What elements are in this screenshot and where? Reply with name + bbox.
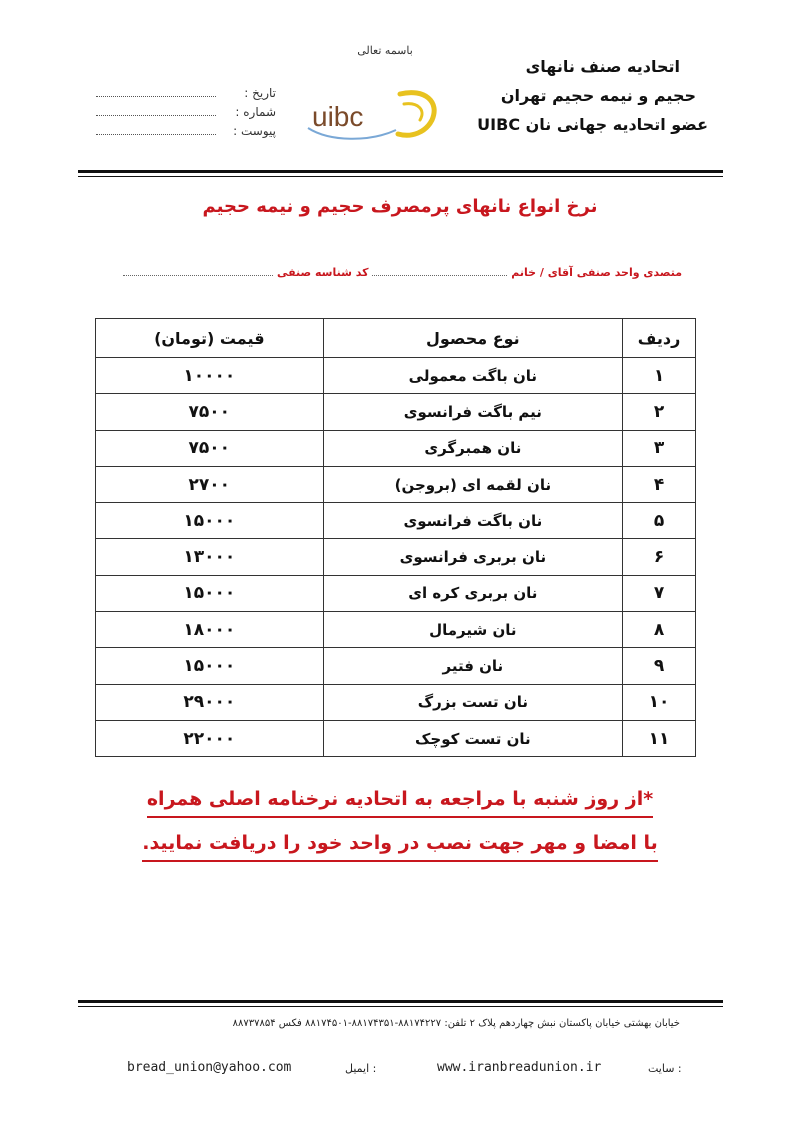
row-number: ۲ — [623, 394, 696, 430]
product-name: نان فتیر — [323, 648, 622, 684]
table-row — [96, 612, 696, 648]
address-line: خیابان بهشتی خیابان پاکستان نبش چهاردهم پلاک ۲ تلفن: ۸۸۱۷۴۲۲۷-۸۸۱۷۴۳۵۱-۸۸۱۷۴۵۰۱ فکس ۸۸۷۳۷۸۵۴ — [232, 1018, 680, 1029]
table-row — [96, 503, 696, 539]
union-line-3: عضو اتحادیه جهانی نان UIBC — [477, 115, 708, 134]
product-name: نان شیرمال — [323, 612, 622, 648]
product-name: نان باگت معمولی — [323, 358, 622, 394]
price: ۱۵۰۰۰ — [96, 503, 324, 539]
union-name-block — [468, 52, 708, 139]
footer-rule-thin — [78, 1006, 723, 1007]
attachment-dotted-line — [96, 123, 216, 135]
number-dotted-line — [96, 104, 216, 116]
website-label: سایت : — [648, 1062, 682, 1075]
col-header-price: قیمت (تومان) — [96, 319, 324, 358]
row-number: ۱ — [623, 358, 696, 394]
price-table — [95, 318, 696, 757]
price: ۱۵۰۰۰ — [96, 575, 324, 611]
email-value[interactable]: bread_union@yahoo.com — [127, 1060, 292, 1075]
responsible-label: متصدی واحد صنفی آقای / خانم — [511, 266, 682, 279]
uibc-logo-text: uibc — [312, 101, 364, 132]
row-number: ۱۰ — [623, 684, 696, 720]
union-line-1: اتحادیه صنف نانهای — [525, 57, 680, 76]
row-number: ۱۱ — [623, 720, 696, 756]
attachment-field — [96, 122, 276, 141]
row-number: ۵ — [623, 503, 696, 539]
email-label: ایمیل : — [345, 1062, 377, 1075]
responsible-line — [123, 266, 682, 279]
price: ۱۸۰۰۰ — [96, 612, 324, 648]
table-row — [96, 466, 696, 502]
attachment-label: پیوست : — [233, 124, 276, 138]
product-name: نان بربری فرانسوی — [323, 539, 622, 575]
price: ۱۰۰۰۰ — [96, 358, 324, 394]
notice-line-1: *از روز شنبه با مراجعه به اتحادیه نرخنامه اصلی همراه — [147, 788, 653, 818]
table-row — [96, 648, 696, 684]
product-name: نان همبرگری — [323, 430, 622, 466]
table-row — [96, 358, 696, 394]
date-label: تاریخ : — [244, 86, 276, 100]
row-number: ۶ — [623, 539, 696, 575]
product-name: نیم باگت فرانسوی — [323, 394, 622, 430]
uibc-logo — [300, 80, 450, 150]
bismillah: باسمه تعالی — [357, 44, 413, 57]
number-label: شماره : — [235, 105, 276, 119]
product-name: نان لقمه ای (بروجن) — [323, 466, 622, 502]
date-field — [96, 84, 276, 103]
responsible-dotted-line — [372, 267, 507, 276]
row-number: ۴ — [623, 466, 696, 502]
price: ۱۵۰۰۰ — [96, 648, 324, 684]
header-rule-thick — [78, 170, 723, 173]
product-name: نان باگت فرانسوی — [323, 503, 622, 539]
guild-code-label: کد شناسه صنفی — [277, 266, 369, 279]
table-row — [96, 575, 696, 611]
product-name: نان تست کوچک — [323, 720, 622, 756]
website-value[interactable]: www.iranbreadunion.ir — [437, 1060, 602, 1075]
table-row — [96, 394, 696, 430]
guild-code-dotted-line — [123, 267, 273, 276]
price: ۷۵۰۰ — [96, 394, 324, 430]
col-header-product: نوع محصول — [323, 319, 622, 358]
table-row — [96, 539, 696, 575]
row-number: ۹ — [623, 648, 696, 684]
row-number: ۳ — [623, 430, 696, 466]
union-line-2: حجیم و نیمه حجیم تهران — [500, 86, 696, 105]
col-header-row-number: ردیف — [623, 319, 696, 358]
price: ۲۹۰۰۰ — [96, 684, 324, 720]
notice — [110, 788, 690, 876]
table-row — [96, 430, 696, 466]
header-rule-thin — [78, 176, 723, 177]
table-header-row — [96, 319, 696, 358]
product-name: نان بربری کره ای — [323, 575, 622, 611]
price: ۲۷۰۰ — [96, 466, 324, 502]
table-row — [96, 684, 696, 720]
table-row — [96, 720, 696, 756]
row-number: ۷ — [623, 575, 696, 611]
uibc-logo-mark — [300, 80, 450, 150]
number-field — [96, 103, 276, 122]
price: ۲۲۰۰۰ — [96, 720, 324, 756]
footer-rule-thick — [78, 1000, 723, 1003]
price: ۱۳۰۰۰ — [96, 539, 324, 575]
product-name: نان تست بزرگ — [323, 684, 622, 720]
document-title: نرخ انواع نانهای پرمصرف حجیم و نیمه حجیم — [202, 196, 598, 217]
row-number: ۸ — [623, 612, 696, 648]
date-dotted-line — [96, 85, 216, 97]
notice-line-2: با امضا و مهر جهت نصب در واحد خود را دریافت نمایید. — [142, 832, 658, 862]
price: ۷۵۰۰ — [96, 430, 324, 466]
reference-fields — [96, 84, 276, 141]
